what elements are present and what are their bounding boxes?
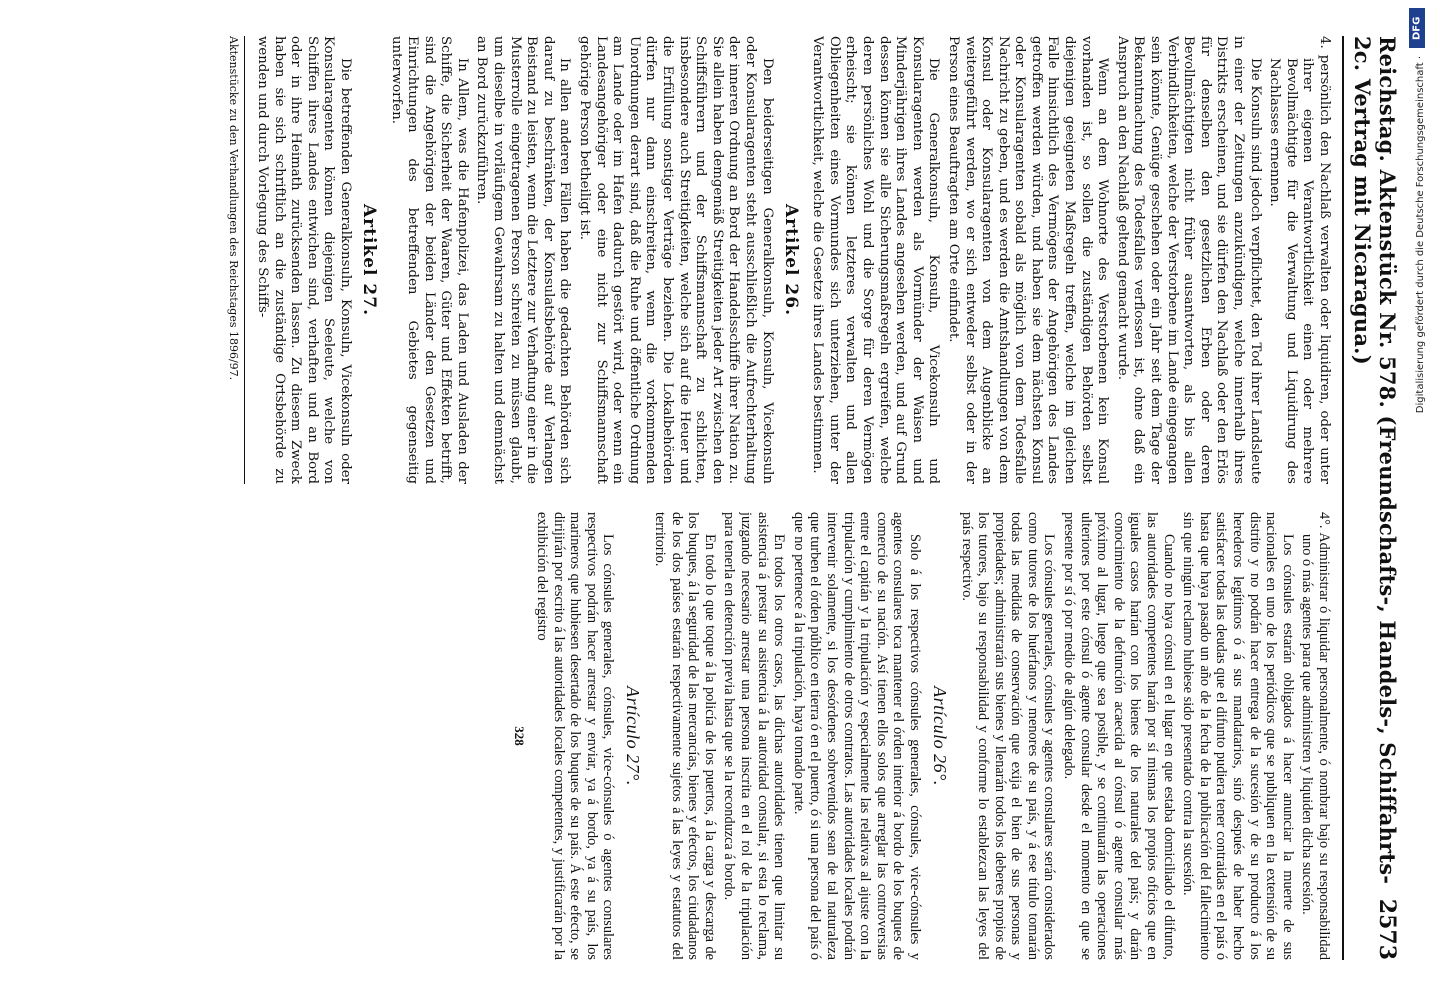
spanish-column — [32, 512, 1332, 960]
article-heading: Artículo 26°. — [929, 686, 950, 786]
paragraph: Den beiderseitigen Generalkonsuln, Konsuln, Vicekonsuln oder Konsularagenten steht ausschließlich die Aufrechterhaltung der inneren Ordnung an Bord der Handelsschiffe ihrer Nation zu. Sie allein haben demgemäß Streitigkeiten jeder Art zwischen den Schiffsführern und der Schiffsmannschaft zu schlichten, insbesondere auch Streitigkeiten, welche sich auf die Heuer und die Erfüllung sonstiger Verträge beziehen. Die Lokalbehörden dürfen nur dann einschreiten, wenn die vorkommenden Unordnungen derart sind, daß die Ruhe und öffentliche Ordnung am Lande oder im Hafen dadurch gestört wird, oder wenn ein Landesangehöriger oder eine nicht zur Schiffsmannschaft gehörige Person betheiligt ist. — [577, 36, 775, 484]
paragraph: En todos los otros casos, las dichas autoridades tienen que limitar su asistencia á prestar su asistencia á la autoridad consular, si esta lo reclama, juzgando necesario arrestar una persona inscrita en el rol de la tripulación para tenerla en detención previa hasta que se la reconduzca á bordo. — [721, 512, 788, 960]
german-column — [32, 36, 1332, 484]
paragraph: Los cónsules generales, cónsules, vice-cónsules ó agentes consulares respectivos podrán hacer arrestar y enviar, ya á bordo, ya á su país, los marineros que hubiesen desertado de los buques de su país. Á este efecto, se dirijirán por escrito á las autoridades locales competentes, y justificarán por la exhibición del registro — [534, 512, 617, 960]
paragraph: Die Generalkonsuln, Konsuln, Vicekonsuln und Konsularagenten werden als Vormünder der Waisen und Minderjährigen ihres Landes angesehen werden, und auf Grund dessen können sie alle Sicherungsmaßregeln ergreifen, welche deren persönliches Wohl und die Sorge für deren Vermögen erheischt; sie können letzteres verwalten und allen Obliegenheiten eines Vormundes sich unterziehen, unter der Verantwortlichkeit, welche die Gesetze ihres Landes bestimmen. — [810, 36, 942, 484]
article-heading: Artículo 27°. — [623, 686, 644, 786]
dfg-logo: DFG — [1409, 8, 1425, 48]
page-number: 2573 — [1374, 898, 1400, 960]
header-title: Reichstag. Aktenstück Nr. 578. (Freundschafts-, Handels-, Schiffahrts- 2c. Vertrag mit Nicaragua.) — [1350, 36, 1400, 885]
paragraph: Die Konsuln sind jedoch verpflichtet, den Tod ihrer Landsleute in einer der Zeitungen anzukündigen, welche innerhalb ihres Distrikts erscheinen, und sie dürfen den Nachlaß oder den Erlös für denselben den gesetzlichen Erben oder deren Bevollmächtigten nicht früher ausantworten, als bis allen Verbindlichkeiten, welche der Verstorbene im Lande eingegangen sein könnte, Genüge geschehen oder ein Jahr seit dem Tage der Bekanntmachung des Todesfalles verflossen ist, ohne daß ein Anspruch an den Nachlaß geltend gemacht wurde. — [1114, 36, 1263, 484]
paragraph: Los cónsules generales, cónsules y agentes consulares serán considerados como tutores de los huérfanos y menores de su país, y á ese título tomarán todas las medidas de conservación que exija el bien de sus personas y propiedades; administrarán sus bienes y llenarán todos los deberes propios de los tutores, bajo su responsabilidad y conforme lo establezcan las leyes del país respectivo. — [958, 512, 1058, 960]
paragraph: Die betreffenden Generalkonsuln, Konsuln, Vicekonsuln oder Konsularagenten können diejenigen Seeleute, welche von Schiffen ihres Landes entwichen sind, verhaften und an Bord oder in ihre Heimath zurücksenden lassen. Zu diesem Zweck haben sie sich schriftlich an die zuständige Ortsbehörde zu wenden und durch Vorlegung des Schiffs- — [254, 36, 353, 484]
digitization-credit — [1402, 4, 1432, 994]
article-heading: Artikel 27. — [358, 203, 379, 316]
paragraph: In Allem, was die Hafenpolizei, das Laden und Ausladen der Schiffe, die Sicherheit der Waaren, Güter und Effekten betrifft, sind die Angehörigen der beiden Länder den Gesetzen und Einrichtungen des betreffenden Gebietes gegenseitig unterworfen. — [388, 36, 470, 484]
paragraph: Wenn an dem Wohnorte des Verstorbenen kein Konsul vorhanden ist, so sollen die zuständigen Behörden selbst diejenigen geeigneten Maßregeln treffen, welche im gleichen Falle hinsichtlich des Vermögens der Angehörigen des Landes getroffen werden würden, und haben sie dem nächsten Konsul oder Konsularagenten sobald als möglich von dem Todesfalle Nachricht zu geben, und es werden die Amtshandlungen von dem Konsul oder Konsularagenten von dem Augenblicke an weitergeführt werden, wo er sich entweder selbst oder in der Person eines Beauftragten am Orte einfindet. — [945, 36, 1111, 484]
paragraph: Solo á los respectivos cónsules generales, cónsules, vice-cónsules y agentes consulares toca mantener el órden interior á bordo de los buques de comercio de su nación. Así tienen ellos solos que arreglar las controversias entre el capitán y la tripulación y especialmente las relativas al ajuste con la tripulación y cumplimiento de otros contratos. Las autoridades locales podrán intervenir solamente, si los desórdenes sobrevenidos sean de tal naturaleza que turben el órden público en tierra ó en el puerto, ó si una persona del país ó que no pertenece á la tripulación, haya tomado parte. — [790, 512, 923, 960]
page-header — [1342, 36, 1400, 960]
credit-text: Digitalisierung gefördert durch die Deutsche Forschungsgemeinschaft · — [1415, 56, 1426, 414]
article-heading: Artikel 26. — [780, 203, 801, 316]
paragraph: En todo lo que toque á la policía de los puertos, á la carga y descarga de los buques, á la seguridad de las mercancías, bienes y efectos, los ciudadanos de los dos países estarán respectivamente sujetos á las leyes y estatutos del territorio. — [652, 512, 718, 960]
paragraph: 4°. Administrar ó liquidar personalmente, ó nombrar bajo su responsabilidad uno ó más agentes para que administren y liquiden dicha sucesión. — [1299, 512, 1332, 960]
paragraph: 4. persönlich den Nachlaß verwalten oder liquidiren, oder unter ihrer eigenen Verantwortlichkeit einen oder mehrere Bevollmächtigte für die Verwaltung und Liquidirung des Nachlasses ernennen. — [1267, 36, 1332, 484]
paragraph: Cuando no haya cónsul en el lugar en que estaba domiciliado el difunto, las autoridades competentes harán por sí mismas los propios oficios que en iguales casos harían con los bienes de los naturales del país; y darán conocimiento de la defunción acaecida al cónsul ó agente consular más próximo al lugar, luego que sea posible, y se continuarán las operaciones ulteriores por este cónsul ó agente consular desde el momento en que se presente por sí ó por medio de algún delegado. — [1061, 512, 1177, 960]
footnote: Aktenstücke zu den Verhandlungen des Reichstages 1896/97. — [225, 36, 246, 484]
two-column-body — [32, 36, 1332, 960]
paragraph: In allen anderen Fällen haben die gedachten Behörden sich darauf zu beschränken, der Konsulatsbehörde auf Verlangen Beistand zu leisten, wenn die Letztere zur Verhaftung einer in die Musterrolle eingetragenen Person schreiten zu müssen glaubt, um dieselbe in vorläufigem Gewahrsam zu halten und demnächst an Bord zurückzuführen. — [474, 36, 573, 484]
signature-mark: 328 — [512, 726, 528, 746]
paragraph: Los cónsules estarán obligados á hacer anunciar la muerte de sus nacionales en uno de los periódicos que se publiquen en la extensión de su distrito y no podrán hacer entrega de la sucesión y de su producto á los herederos legítimos ó á sus mandatarios, sinó después de haber hecho satisfacer todas las deudas que el difunto pudiera tener contraidas en el país ó hasta que haya pasado un año de la fecha de la publicación del fallecimiento sin que ningún reclamo hubiese sido presentado contra la sucesión. — [1180, 512, 1296, 960]
